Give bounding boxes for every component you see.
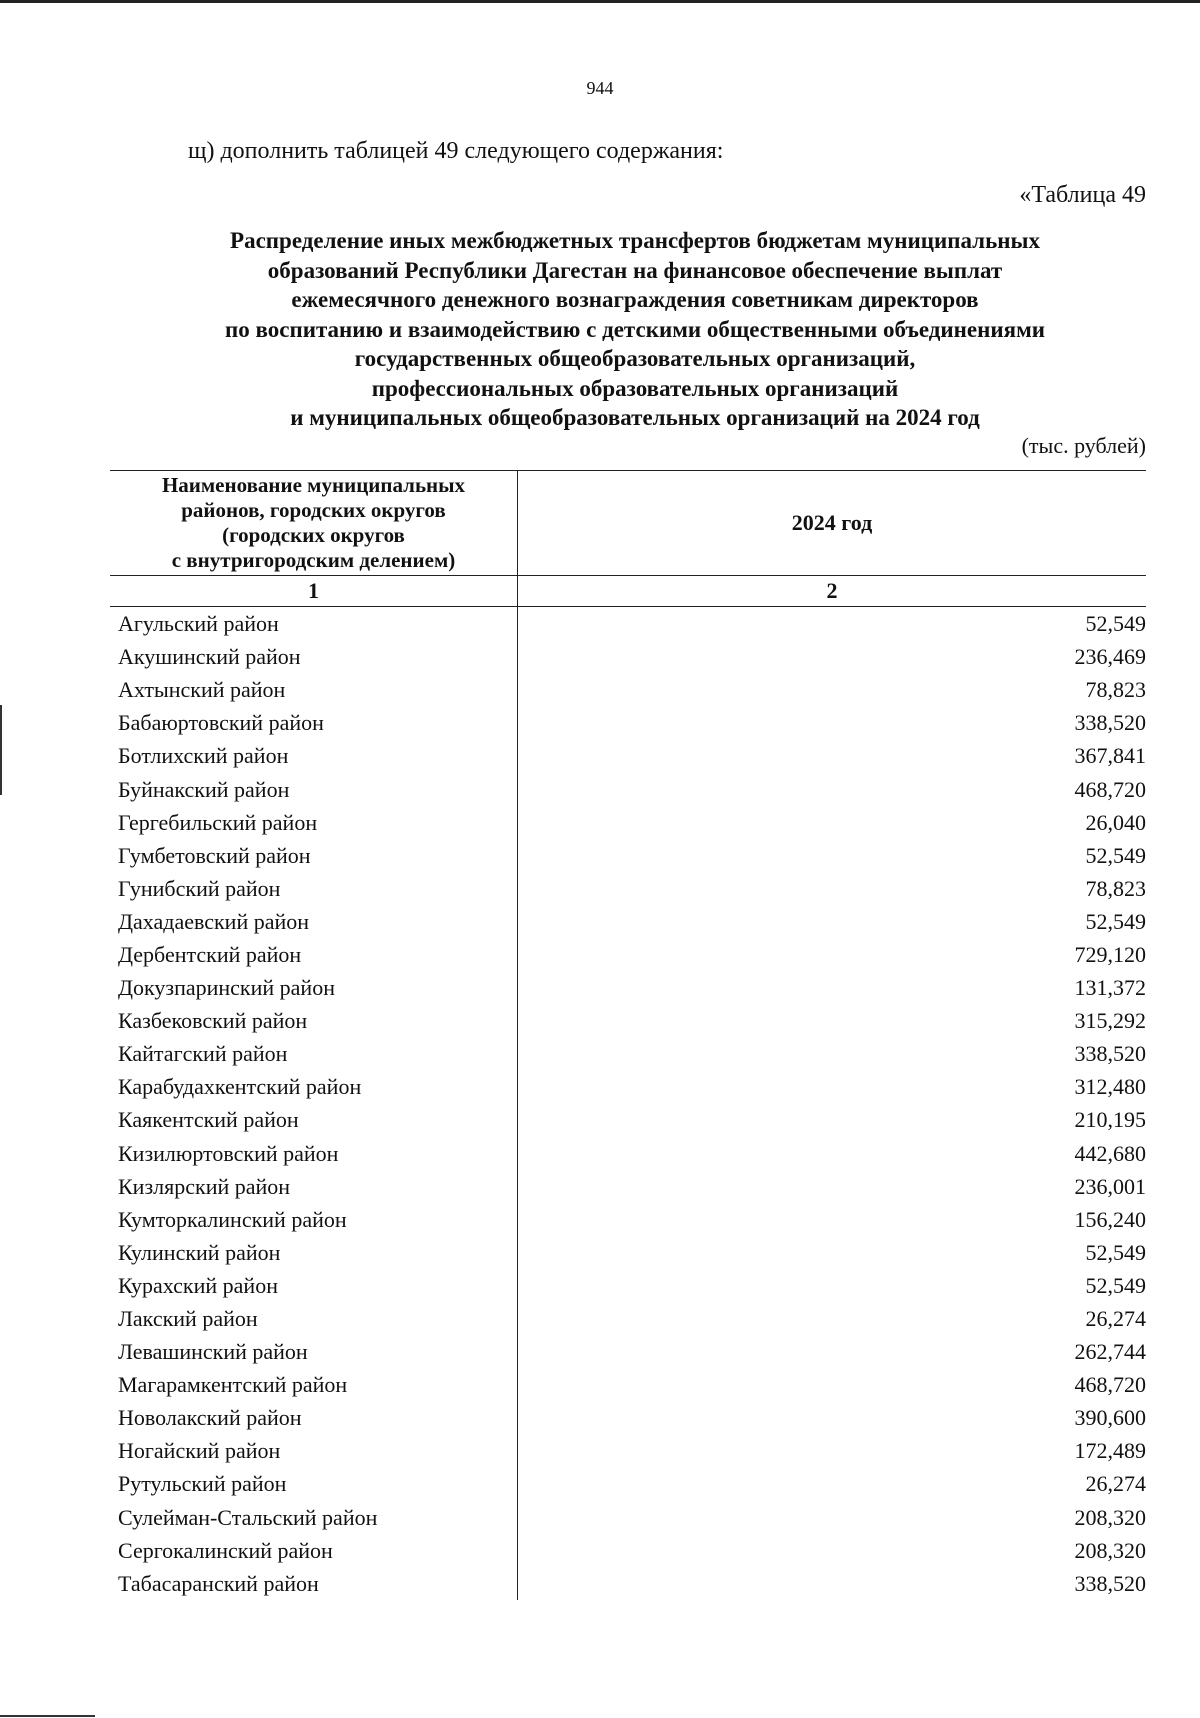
- scan-edge-left: [0, 705, 2, 795]
- table-row: [110, 772, 1146, 805]
- transfer-amount: 156,240: [1074, 1206, 1146, 1232]
- colnum-2: 2: [518, 576, 1147, 607]
- table-row: [110, 1501, 1146, 1534]
- municipality-name: Сулейман-Стальский район: [110, 1501, 518, 1534]
- table-header-row: [110, 471, 1146, 576]
- municipality-name: Бабаюртовский район: [110, 706, 518, 739]
- municipality-name: Новолакский район: [110, 1401, 518, 1434]
- header-col-municipality: [110, 471, 518, 576]
- table-row: [110, 607, 1146, 641]
- transfer-amount: 78,823: [1085, 875, 1146, 901]
- municipality-name: Левашинский район: [110, 1335, 518, 1368]
- municipality-name: Агульский район: [110, 607, 518, 641]
- transfer-amount: 262,744: [1074, 1339, 1146, 1365]
- transfer-amount: 312,480: [1074, 1074, 1146, 1100]
- header-col-year: 2024 год: [518, 471, 1147, 576]
- table-row: [110, 1401, 1146, 1434]
- municipality-name: Докузпаринский район: [110, 971, 518, 1004]
- table-row: [110, 905, 1146, 938]
- transfer-amount: 338,520: [1074, 1041, 1146, 1067]
- transfer-amount: 52,549: [1085, 611, 1146, 637]
- table-row: [110, 673, 1146, 706]
- table-row: [110, 1004, 1146, 1037]
- municipality-name: Курахский район: [110, 1269, 518, 1302]
- title-line: профессиональных образовательных организаций: [371, 375, 899, 401]
- document-title: [150, 226, 1120, 433]
- title-line: Распределение иных межбюджетных трансфертов бюджетам муниципальных: [230, 228, 1040, 253]
- table-row: [110, 1335, 1146, 1368]
- transfer-amount: 172,489: [1074, 1438, 1146, 1464]
- municipality-name: Кизлярский район: [110, 1170, 518, 1203]
- transfer-amount: 390,600: [1074, 1405, 1146, 1431]
- transfer-amount: 315,292: [1074, 1008, 1146, 1034]
- transfer-amount: 442,680: [1074, 1140, 1146, 1166]
- transfer-amount: 26,274: [1085, 1471, 1146, 1497]
- transfer-amount: 210,195: [1074, 1107, 1146, 1133]
- transfer-amount: 338,520: [1074, 1570, 1146, 1596]
- header-line: с внутригородским делением): [171, 548, 456, 572]
- table-row: [110, 938, 1146, 971]
- table-row: [110, 1037, 1146, 1070]
- municipality-name: Рутульский район: [110, 1467, 518, 1500]
- title-line: государственных общеобразовательных организаций,: [354, 346, 916, 371]
- municipality-name: Гергебильский район: [110, 806, 518, 839]
- page-number: 944: [586, 78, 614, 98]
- table-row: [110, 806, 1146, 839]
- table-row: [110, 1137, 1146, 1170]
- transfers-table: [110, 470, 1146, 1600]
- municipality-name: Сергокалинский район: [110, 1534, 518, 1567]
- transfer-amount: 52,549: [1085, 842, 1146, 868]
- table-row: [110, 1070, 1146, 1103]
- transfer-amount: 208,320: [1074, 1537, 1146, 1563]
- table-label: «Таблица 49: [1019, 182, 1146, 208]
- table-row: [110, 1170, 1146, 1203]
- transfer-amount: 131,372: [1074, 975, 1146, 1001]
- table-row: [110, 1567, 1146, 1600]
- table-row: [110, 1434, 1146, 1467]
- table-row: [110, 1103, 1146, 1136]
- table-row: [110, 640, 1146, 673]
- transfer-amount: 26,040: [1085, 809, 1146, 835]
- municipality-name: Кизилюртовский район: [110, 1137, 518, 1170]
- table-row: [110, 1467, 1146, 1500]
- transfer-amount: 52,549: [1085, 1239, 1146, 1265]
- municipality-name: Дербентский район: [110, 938, 518, 971]
- table-colnum-row: [110, 576, 1146, 607]
- transfer-amount: 729,120: [1074, 941, 1146, 967]
- transfer-amount: 367,841: [1074, 743, 1146, 769]
- title-line: по воспитанию и взаимодействию с детскими общественными объединениями: [225, 316, 1045, 342]
- transfer-amount: 236,469: [1074, 644, 1146, 670]
- table-row: [110, 1302, 1146, 1335]
- transfer-amount: 236,001: [1074, 1173, 1146, 1199]
- transfer-amount: 468,720: [1074, 776, 1146, 802]
- intro-text: щ) дополнить таблицей 49 следующего содержания:: [188, 138, 724, 164]
- title-line: образований Республики Дагестан на финансовое обеспечение выплат: [267, 257, 1003, 283]
- municipality-name: Гунибский район: [110, 872, 518, 905]
- table-row: [110, 1236, 1146, 1269]
- municipality-name: Каякентский район: [110, 1103, 518, 1136]
- municipality-name: Кулинский район: [110, 1236, 518, 1269]
- transfer-amount: 52,549: [1085, 908, 1146, 934]
- municipality-name: Акушинский район: [110, 640, 518, 673]
- transfer-amount: 468,720: [1074, 1372, 1146, 1398]
- title-line: и муниципальных общеобразовательных организаций на 2024 год: [290, 405, 980, 430]
- municipality-name: Дахадаевский район: [110, 905, 518, 938]
- transfer-amount: 78,823: [1085, 677, 1146, 703]
- units-label: (тыс. рублей): [1021, 433, 1146, 458]
- municipality-name: Буйнакский район: [110, 772, 518, 805]
- transfer-amount: 208,320: [1074, 1504, 1146, 1530]
- municipality-name: Гумбетовский район: [110, 839, 518, 872]
- municipality-name: Табасаранский район: [110, 1567, 518, 1600]
- municipality-name: Кайтагский район: [110, 1037, 518, 1070]
- table-row: [110, 1534, 1146, 1567]
- municipality-name: Ахтынский район: [110, 673, 518, 706]
- header-line: (городских округов: [222, 523, 405, 547]
- transfer-amount: 338,520: [1074, 710, 1146, 736]
- header-line: районов, городских округов: [181, 498, 446, 522]
- table-row: [110, 971, 1146, 1004]
- municipality-name: Магарамкентский район: [110, 1368, 518, 1401]
- municipality-name: Карабудахкентский район: [110, 1070, 518, 1103]
- table-row: [110, 739, 1146, 772]
- municipality-name: Ботлихский район: [110, 739, 518, 772]
- municipality-name: Казбековский район: [110, 1004, 518, 1037]
- table-row: [110, 706, 1146, 739]
- scan-edge-top: [0, 0, 1200, 3]
- transfer-amount: 52,549: [1085, 1272, 1146, 1298]
- title-line: ежемесячного денежного вознаграждения советникам директоров: [291, 287, 979, 312]
- table-row: [110, 839, 1146, 872]
- table-row: [110, 872, 1146, 905]
- municipality-name: Лакский район: [110, 1302, 518, 1335]
- table-row: [110, 1368, 1146, 1401]
- table-row: [110, 1203, 1146, 1236]
- table-body: [110, 607, 1146, 1600]
- transfer-amount: 26,274: [1085, 1306, 1146, 1332]
- table-row: [110, 1269, 1146, 1302]
- scan-edge-bottom: [0, 1715, 95, 1717]
- header-line: Наименование муниципальных: [161, 473, 466, 497]
- municipality-name: Ногайский район: [110, 1434, 518, 1467]
- municipality-name: Кумторкалинский район: [110, 1203, 518, 1236]
- colnum-1: 1: [110, 576, 518, 607]
